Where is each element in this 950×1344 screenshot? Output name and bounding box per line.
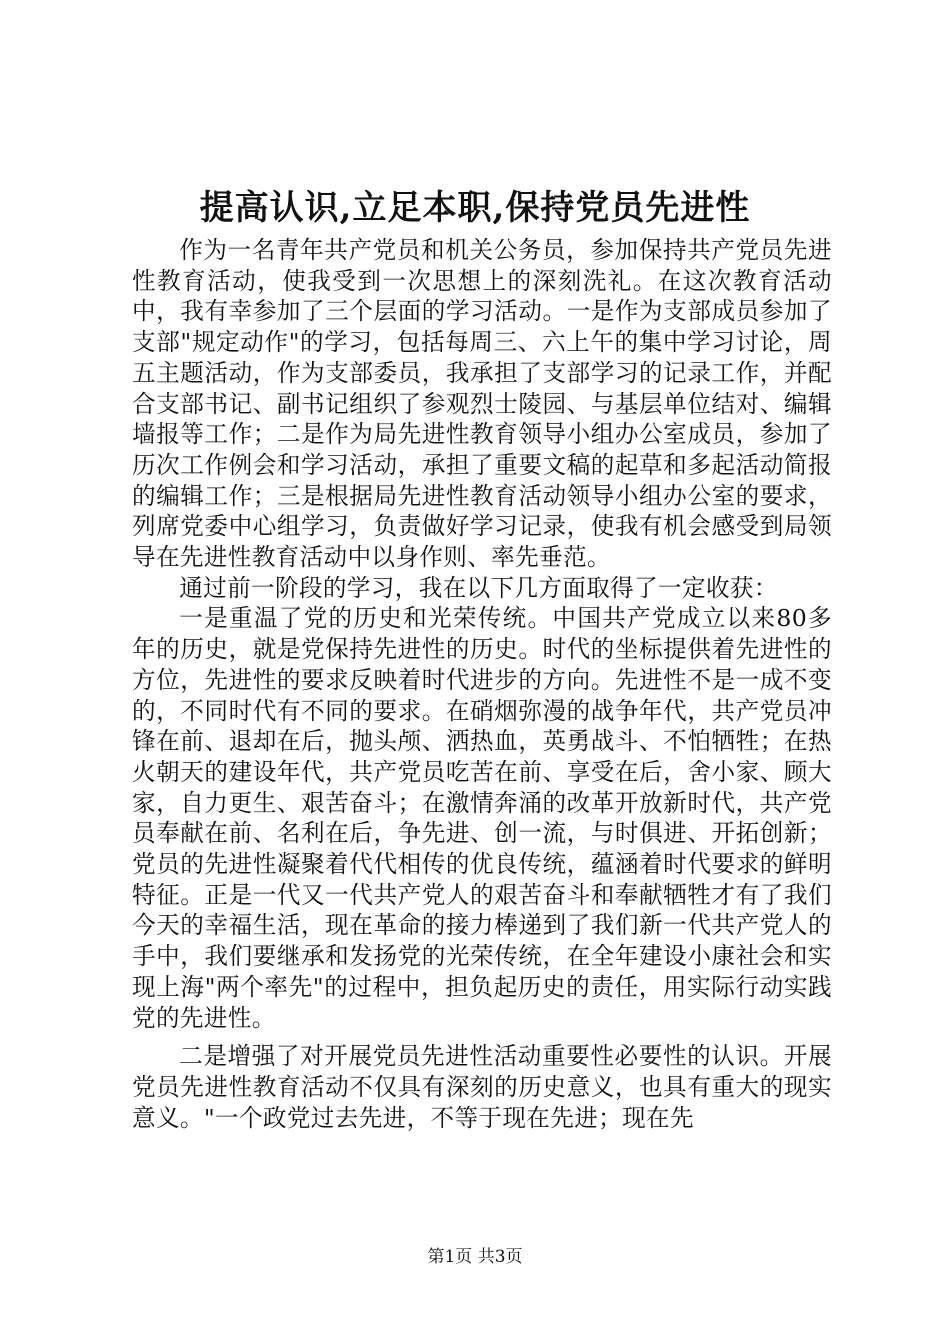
paragraph-summary: 通过前一阶段的学习，我在以下几方面取得了一定收获： xyxy=(179,573,778,602)
page-number-footer: 第1页 共3页 xyxy=(427,1247,523,1267)
paragraph-intro: 作为一名青年共产党员和机关公务员，参加保持共产党员先进性教育活动，使我受到一次思想上的深刻洗礼。在这次教育活动中，我有幸参加了三个层面的学习活动。一是作为支部成员参加了支部"规定动作"的学习，包括每周三、六上午的集中学习讨论，周五主题活动，作为支部委员，我承担了支部学习的记录工作，并配合支部书记、副书记组织了参观烈士陵园、与基层单位结对、编辑墙报等工作；二是作为局先进性教育领导小组办公室成员，参加了历次工作例会和学习活动，承担了重要文稿的起草和多起活动简报的编辑工作；三是根据局先进性教育活动领导小组办公室的要求，列席党委中心组学习，负责做好学习记录，使我有机会感受到局领导在先进性教育活动中以身作则、率先垂范。 xyxy=(132,236,832,572)
paragraph-point-one: 一是重温了党的历史和光荣传统。中国共产党成立以来80多年的历史，就是党保持先进性的历史。时代的坐标提供着先进性的方位，先进性的要求反映着时代进步的方向。先进性不是一成不变的，不同时代有不同的要求。在硝烟弥漫的战争年代，共产党员冲锋在前、退却在后，抛头颅、洒热血，英勇战斗、不怕牺牲；在热火朝天的建设年代，共产党员吃苦在前、享受在后，舍小家、顾大家，自力更生、艰苦奋斗；在激情奔涌的改革开放新时代，共产党员奉献在前、名利在后，争先进、创一流，与时俱进、开拓创新；党员的先进性凝聚着代代相传的优良传统，蕴涵着时代要求的鲜明特征。正是一代又一代共产党人的艰苦奋斗和奉献牺牲才有了我们今天的幸福生活，现在革命的接力棒递到了我们新一代共产党人的手中，我们要继承和发扬党的光荣传统，在全年建设小康社会和实现上海"两个率先"的过程中，担负起历史的责任，用实际行动实践党的先进性。 xyxy=(132,604,832,1032)
paragraph-point-two: 二是增强了对开展党员先进性活动重要性必要性的认识。开展党员先进性教育活动不仅具有深刻的历史意义，也具有重大的现实意义。"一个政党过去先进，不等于现在先进；现在先 xyxy=(132,1042,832,1132)
document-title: 提高认识,立足本职,保持党员先进性 xyxy=(199,188,751,228)
document-body xyxy=(132,235,832,1133)
